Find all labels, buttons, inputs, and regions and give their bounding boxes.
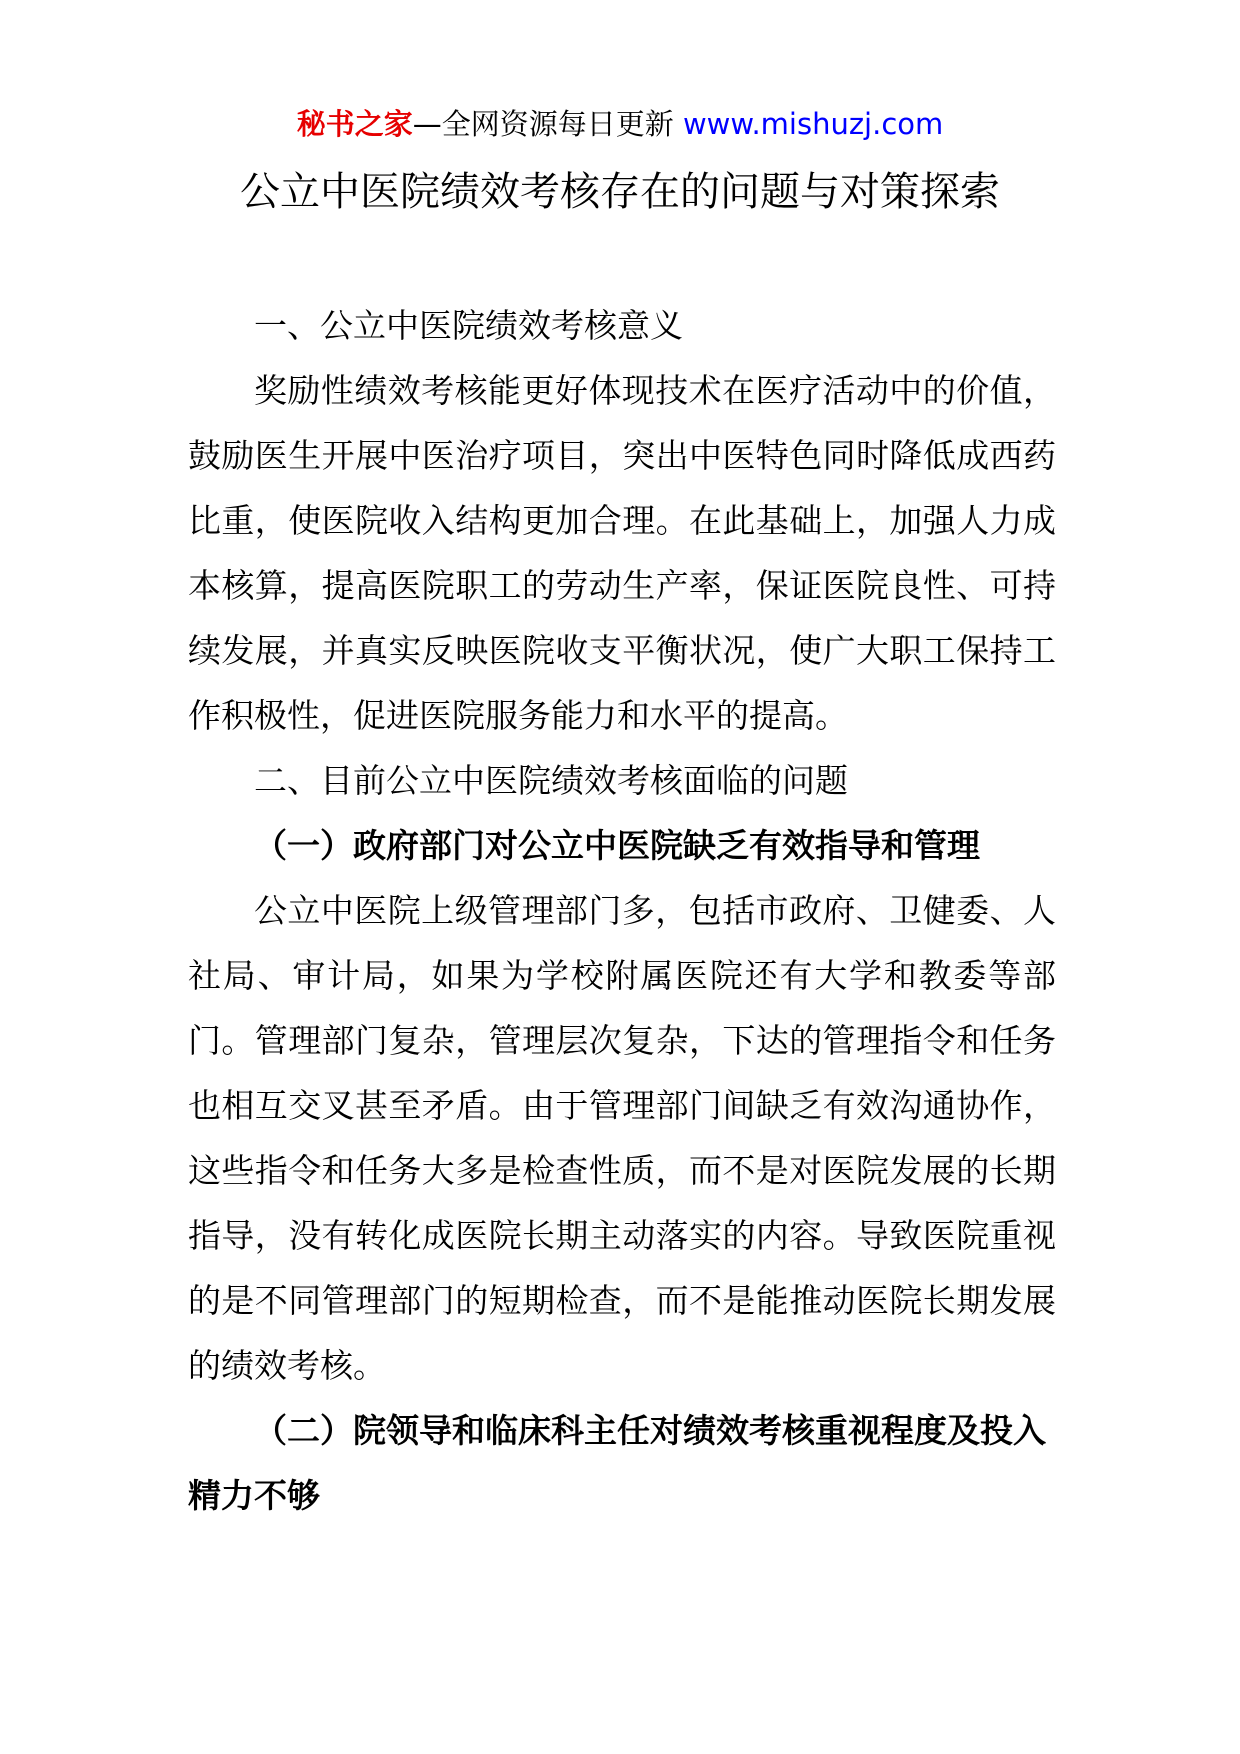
document-body <box>188 293 1056 1528</box>
site-header <box>0 104 1240 144</box>
header-brand: 秘书之家 <box>296 107 413 141</box>
subsection2-heading: （二）院领导和临床科主任对绩效考核重视程度及投入精力不够 <box>188 1411 1046 1515</box>
subsection1-paragraph: 公立中医院上级管理部门多，包括市政府、卫健委、人社局、审计局，如果为学校附属医院还有大学和教委等部门。管理部门复杂，管理层次复杂，下达的管理指令和任务也相互交叉甚至矛盾。由于管理部门间缺乏有效沟通协作，这些指令和任务大多是检查性质，而不是对医院发展的长期指导，没有转化成医院长期主动落实的内容。导致医院重视的是不同管理部门的短期检查，而不是能推动医院长期发展的绩效考核。 <box>188 891 1056 1385</box>
section2-heading: 二、目前公立中医院绩效考核面临的问题 <box>254 761 848 800</box>
subsection1-heading: （一）政府部门对公立中医院缺乏有效指导和管理 <box>254 826 980 865</box>
section1-heading: 一、公立中医院绩效考核意义 <box>254 306 683 345</box>
document-title: 公立中医院绩效考核存在的问题与对策探索 <box>240 169 1000 215</box>
header-url-link[interactable]: www.mishuzj.com <box>682 107 944 141</box>
header-slogan: —全网资源每日更新 <box>412 107 683 141</box>
section1-paragraph: 奖励性绩效考核能更好体现技术在医疗活动中的价值，鼓励医生开展中医治疗项目，突出中医特色同时降低成西药比重，使医院收入结构更加合理。在此基础上，加强人力成本核算，提高医院职工的劳动生产率，保证医院良性、可持续发展，并真实反映医院收支平衡状况，使广大职工保持工作积极性，促进医院服务能力和水平的提高。 <box>188 371 1056 735</box>
